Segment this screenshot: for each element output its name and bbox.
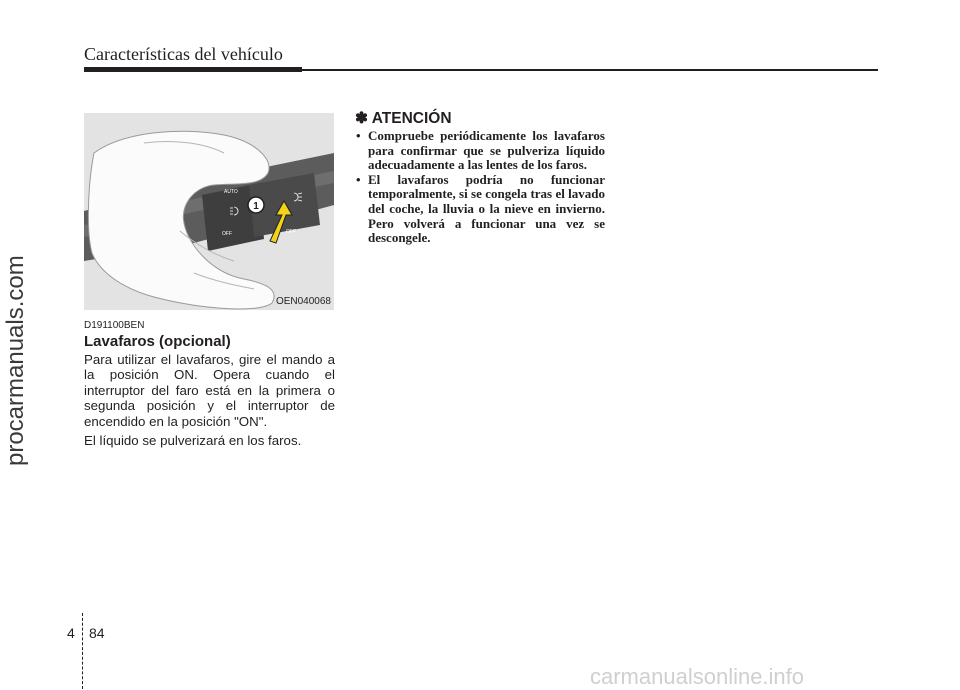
- callout-number: 1: [253, 201, 259, 212]
- note-item: [355, 173, 605, 246]
- note-title: ATENCIÓN: [371, 110, 452, 127]
- note-item-text: Compruebe periódicamente los lavafaros para confirmar que se pulveriza líquido adecuadamente a las lentes de los faros.: [368, 128, 605, 173]
- note-heading: [355, 109, 452, 128]
- note-item-text: El lavafaros podría no funcionar temporalmente, si se congela tras el lavado del coche, la lluvia o la nieve en invierno. Pero volverá a funcionar una vez se descongele.: [368, 171, 605, 246]
- figure-headlamp-washer-switch: [84, 113, 334, 310]
- chapter-number: 4: [67, 625, 75, 641]
- page-number: 84: [89, 625, 105, 641]
- footer-divider: [82, 613, 83, 689]
- note-list: [355, 129, 605, 246]
- page-header-title: Características del vehículo: [84, 44, 283, 64]
- note-item: [355, 129, 605, 173]
- bullet-icon: •: [356, 128, 361, 143]
- header-rule-thick: [84, 67, 302, 72]
- bullet-icon: •: [356, 171, 361, 187]
- section-code: D191100BEN: [84, 320, 145, 331]
- section-body: [84, 352, 335, 452]
- body-paragraph: Para utilizar el lavafaros, gire el mando a la posición ON. Opera cuando el interruptor del faro está en la primera o segunda posición y el interruptor de encendido en la posición "ON".: [84, 352, 335, 429]
- switch-label-off-outer: OFF: [286, 229, 296, 235]
- figure-code: OEN040068: [275, 296, 331, 307]
- body-paragraph: El líquido se pulverizará en los faros.: [84, 433, 302, 449]
- switch-label-off-inner: OFF: [222, 231, 232, 237]
- side-watermark: procarmanuals.com: [2, 255, 29, 466]
- switch-label-auto: AUTO: [224, 189, 238, 195]
- switch-illustration: [84, 113, 334, 310]
- header-rule-thin: [302, 69, 878, 71]
- section-title: Lavafaros (opcional): [84, 333, 231, 350]
- bottom-watermark: carmanualsonline.info: [590, 664, 805, 689]
- asterisk-icon: ✽: [355, 110, 368, 127]
